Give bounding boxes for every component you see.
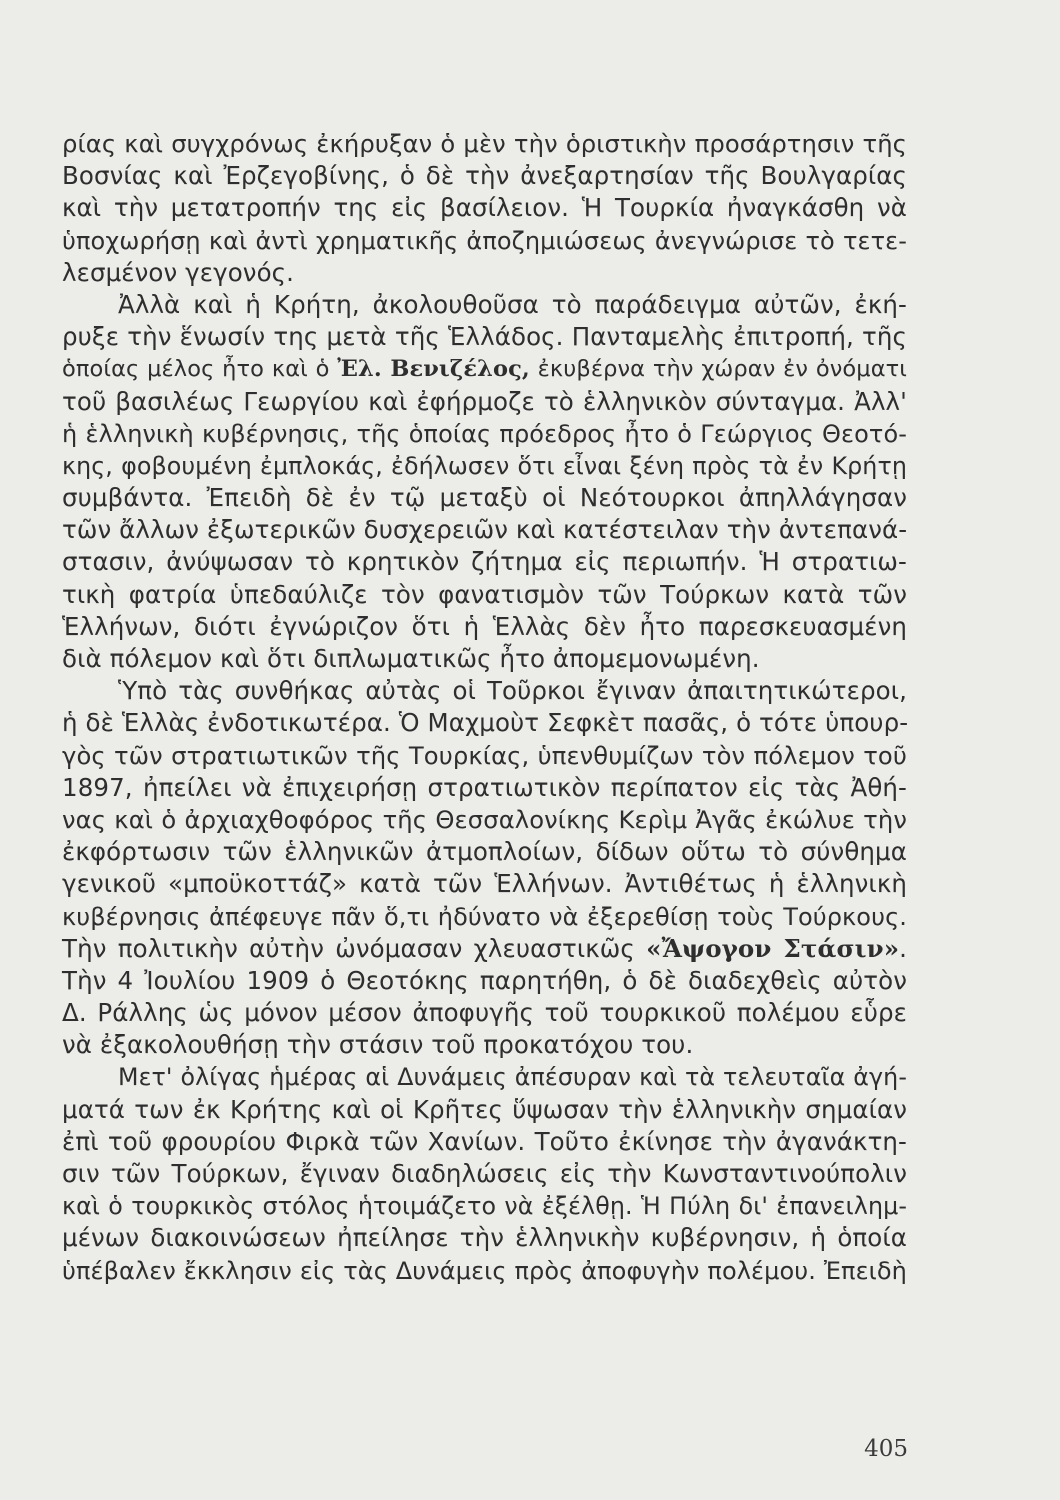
body-text: [62, 128, 907, 1287]
text-line: γενικοῦ «μποϋκοττάζ» κατὰ τῶν Ἑλλήνων. Ἀντιθέτως ἡ ἑλληνικὴ: [62, 869, 907, 899]
paragraph-first-line: Μετ' ὀλίγας ἡμέρας αἱ Δυνάμεις ἀπέσυραν καὶ τὰ τελευταῖα ἀγή-: [118, 1063, 907, 1092]
text-run: Τὴν πολιτικὴν αὐτὴν ὠνόμασαν χλευαστικῶς: [62, 933, 647, 963]
text-line: ματά των ἐκ Κρήτης καὶ οἱ Κρῆτες ὕψωσαν τὴν ἑλληνικὴν σημαίαν: [62, 1094, 907, 1124]
text-line: ρυξε τὴν ἕνωσίν της μετὰ τῆς Ἑλλάδος. Πανταμελὴς ἐπιτροπή, τῆς: [62, 322, 907, 352]
bold-phrase-apsogon-stasin: «Ἄψογον Στάσιν»: [646, 933, 900, 963]
text-line: σιν τῶν Τούρκων, ἔγιναν διαδηλώσεις εἰς τὴν Κωνσταντινούπολιν: [62, 1159, 907, 1188]
text-line: καὶ ὁ τουρκικὸς στόλος ἡτοιμάζετο νὰ ἐξέλθῃ. Ἡ Πύλη δι' ἐπανειλημ-: [62, 1192, 907, 1221]
text-line: νας καὶ ὁ ἀρχιαχθοφόρος τῆς Θεσσαλονίκης Κερὶμ Ἀγᾶς ἐκώλυε τὴν: [62, 804, 907, 834]
text-line: τικὴ φατρία ὑπεδαύλιζε τὸν φανατισμὸν τῶν Τούρκων κατὰ τῶν: [62, 579, 907, 609]
text-line: Δ. Ράλλης ὡς μόνον μέσον ἀποφυγῆς τοῦ τουρκικοῦ πολέμου εὗρε: [62, 998, 907, 1028]
paragraph-first-line: Ἀλλὰ καὶ ἡ Κρήτη, ἀκολουθοῦσα τὸ παράδειγμα αὐτῶν, ἐκή-: [118, 289, 907, 319]
paragraph-first-line: Ὑπὸ τὰς συνθήκας αὐτὰς οἱ Τοῦρκοι ἔγιναν ἀπαιτητικώτεροι,: [118, 676, 907, 706]
text-line: ἐπὶ τοῦ φρουρίου Φιρκὰ τῶν Χανίων. Τοῦτο ἐκίνησε τὴν ἀγανάκτη-: [62, 1126, 907, 1156]
text-line: ἡ ἑλληνικὴ κυβέρνησις, τῆς ὁποίας πρόεδρος ἦτο ὁ Γεώργιος Θεοτό-: [62, 419, 907, 448]
text-line: ἡ δὲ Ἑλλὰς ἐνδοτικωτέρα. Ὁ Μαχμοὺτ Σεφκὲτ πασᾶς, ὁ τότε ὑπουρ-: [62, 708, 909, 738]
text-run: ὁποίας μέλος ἦτο καὶ ὁ: [62, 356, 338, 383]
text-line: μένων διακοινώσεων ἠπείλησε τὴν ἑλληνικὴν κυβέρνησιν, ἡ ὁποία: [62, 1223, 907, 1253]
text-line: τῶν ἄλλων ἐξωτερικῶν δυσχερειῶν καὶ κατέστειλαν τὴν ἀντεπανά-: [62, 515, 908, 545]
text-line: γὸς τῶν στρατιωτικῶν τῆς Τουρκίας, ὑπενθυμίζων τὸν πόλεμον τοῦ: [62, 740, 907, 770]
text-line: τοῦ βασιλέως Γεωργίου καὶ ἐφήρμοζε τὸ ἑλληνικὸν σύνταγμα. Ἀλλ': [62, 386, 907, 416]
text-line: κης, φοβουμένη ἐμπλοκάς, ἐδήλωσεν ὅτι εἶναι ξένη πρὸς τὰ ἐν Κρήτῃ: [62, 451, 907, 480]
bold-name-venizelos: Ἐλ. Βενιζέλος,: [337, 356, 530, 383]
text-line: στασιν, ἀνύψωσαν τὸ κρητικὸν ζήτημα εἰς περιωπήν. Ἡ στρατιω-: [62, 547, 907, 577]
page-number: 405: [864, 1436, 908, 1462]
text-line: Βοσνίας καὶ Ἐρζεγοβίνης, ὁ δὲ τὴν ἀνεξαρτησίαν τῆς Βουλγαρίας: [62, 161, 907, 191]
text-line: 1897, ἠπείλει νὰ ἐπιχειρήσῃ στρατιωτικὸν περίπατον εἰς τὰς Ἀθή-: [62, 772, 907, 802]
text-line: διὰ πόλεμον καὶ ὅτι διπλωματικῶς ἦτο ἀπομεμονωμένη.: [62, 644, 760, 673]
text-line: ἐκφόρτωσιν τῶν ἑλληνικῶν ἀτμοπλοίων, δίδων οὕτω τὸ σύνθημα: [62, 837, 907, 867]
text-line: Τὴν 4 Ἰουλίου 1909 ὁ Θεοτόκης παρητήθη, ὁ δὲ διαδεχθεὶς αὐτὸν: [62, 965, 907, 995]
text-line: συμβάντα. Ἐπειδὴ δὲ ἐν τῷ μεταξὺ οἱ Νεότουρκοι ἀπηλλάγησαν: [62, 483, 907, 513]
text-line: [62, 933, 907, 965]
text-run: .: [899, 933, 907, 963]
text-line: νὰ ἐξακολουθήσῃ τὴν στάσιν τοῦ προκατόχου του.: [62, 1030, 694, 1060]
text-line: Ἑλλήνων, διότι ἐγνώριζον ὅτι ἡ Ἑλλὰς δὲν ἦτο παρεσκευασμένη: [62, 611, 907, 641]
text-line: καὶ τὴν μετατροπήν της εἰς βασίλειον. Ἡ Τουρκία ἠναγκάσθη νὰ: [62, 193, 907, 223]
text-line: κυβέρνησις ἀπέφευγε πᾶν ὅ,τι ἠδύνατο νὰ ἐξερεθίσῃ τοὺς Τούρκους.: [62, 902, 907, 931]
text-line: [62, 353, 907, 385]
text-line: λεσμένον γεγονός.: [62, 257, 295, 287]
text-line: ὑποχωρήσῃ καὶ ἀντὶ χρηματικῆς ἀποζημιώσεως ἀνεγνώρισε τὸ τετε-: [62, 226, 907, 255]
text-line: ὑπέβαλεν ἔκκλησιν εἰς τὰς Δυνάμεις πρὸς ἀποφυγὴν πολέμου. Ἐπειδὴ: [62, 1256, 907, 1285]
text-line: ρίας καὶ συγχρόνως ἐκήρυξαν ὁ μὲν τὴν ὁριστικὴν προσάρτησιν τῆς: [62, 129, 907, 158]
text-run: ἐκυβέρνα τὴν χώραν ἐν ὀνόματι: [529, 356, 907, 383]
